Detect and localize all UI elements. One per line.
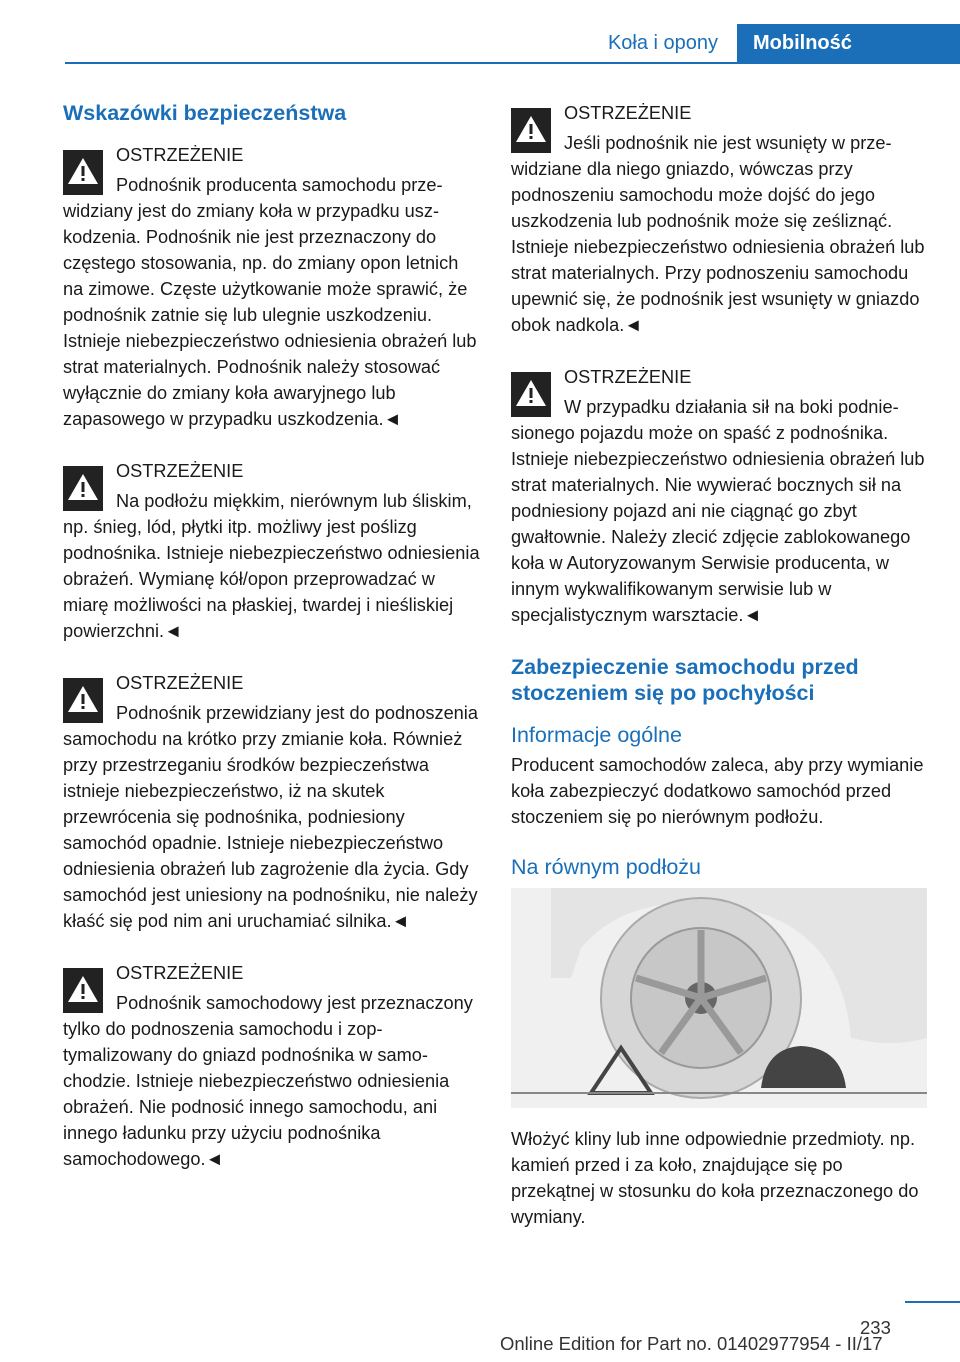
warning-text: Na podłożu miękkim, nierównym lub śliskim, np. śnieg, lód, płytki itp. możliwy jest poślizg podnośnika. Istnieje niebezpieczeństwo odniesienia obrażeń. Wymianę kół/opon przeprowadzać w miarę możliwości na płaskiej, twardej i nieśliskiej powierzchni.◄: [63, 491, 480, 641]
header-section-tab: Koła i opony: [607, 31, 719, 54]
warning-text: Podnośnik samochodowy jest przeznaczony tylko do podnoszenia samochodu i zoptymalizowany do gniazd podnośnika w samochodzie. Istnieje niebezpieczeństwo odniesienia obrażeń. Nie podnosić innego samochodu, ani innego ładunku przy użyciu podnośnika samochodowego.◄: [63, 993, 473, 1169]
warning-icon: [63, 466, 103, 511]
warning-block: [63, 142, 481, 432]
warning-label: OSTRZEŻENIE: [116, 963, 244, 983]
wheel-chock-illustration: [511, 888, 927, 1108]
safety-title: Wskazówki bezpieczeństwa: [63, 101, 347, 125]
page-number: 233: [860, 1317, 891, 1338]
left-column: [63, 100, 481, 1198]
chock-caption: Włożyć kliny lub inne odpowiednie przedmioty. np. kamień przed i za koło, znajdujące się po przekątnej w stosunku do koła przeznaczonego do wymiany.: [511, 1129, 919, 1227]
header-rule: [65, 62, 960, 64]
warning-icon: [511, 108, 551, 153]
warning-text: Podnośnik przewidziany jest do podnoszenia samochodu na krótko przy zmianie koła. Również przy przestrzeganiu środków bezpieczeństwa istnieje niebezpieczeństwo, iż na skutek przewrócenia się podnośnika, podniesiony samochód opadnie. Istnieje niebezpieczeństwo odniesienia obrażeń lub zagrożenie dla życia. Gdy samochód jest uniesiony na podnośniku, nie należy kłaść się pod nim ani uruchamiać silnika.◄: [63, 703, 478, 931]
warning-icon: [63, 678, 103, 723]
warning-block: [63, 458, 481, 644]
warning-text: W przypadku działania sił na boki podniesionego pojazdu może on spaść z podnośnika. Istnieje niebezpieczeństwo odniesienia obrażeń lub strat materialnych. Nie wywierać bocznych sił na podniesiony pojazd ani nie ciągnąć go zbyt gwałtownie. Należy zlecić zdjęcie zablokowanego koła w Autoryzowanym Serwisie producenta, w innym wykwalifikowanym serwisie lub w specjalistycznym warsztacie.◄: [511, 397, 925, 625]
warning-icon: [511, 372, 551, 417]
warning-icon: [63, 150, 103, 195]
warning-label: OSTRZEŻENIE: [116, 461, 244, 481]
warning-label: OSTRZEŻENIE: [116, 673, 244, 693]
warning-text: Jeśli podnośnik nie jest wsunięty w przewidziane dla niego gniazdo, wówczas przy podnoszeniu samochodu może dojść do jego uszkodzenia lub podnośnik może się ześliznąć. Istnieje niebezpieczeństwo odniesienia obrażeń lub strat materialnych. Przy podnoszeniu samochodu upewnić się, że podnośnik jest wsunięty w gniazdo obok nadkola.◄: [511, 133, 925, 335]
warning-label: OSTRZEŻENIE: [116, 145, 244, 165]
right-column: [511, 100, 929, 1254]
warning-label: OSTRZEŻENIE: [564, 103, 692, 123]
general-info-heading: Informacje ogólne: [511, 723, 682, 747]
warning-text: Podnośnik producenta samochodu przewidziany jest do zmiany koła w przypadku uszkodzenia. Podnośnik nie jest przeznaczony do częstego stosowania, np. do zmiany opon letnich na zimowe. Częste użytkowanie może sprawić, że podnośnik zatnie się lub ulegnie uszkodzeniu. Istnieje niebezpieczeństwo odniesienia obrażeń lub strat materialnych. Podnośnik należy stosować wyłącznie do zmiany koła awaryjnego lub zapasowego w przypadku uszkodzenia.◄: [63, 175, 477, 429]
warning-icon: [63, 968, 103, 1013]
edition-footer: Online Edition for Part no. 01402977954 - II/17: [500, 1333, 883, 1354]
warning-block: [63, 960, 481, 1172]
warning-block: [511, 100, 929, 338]
footer-rule: [905, 1301, 960, 1303]
warning-block: [511, 364, 929, 628]
warning-block: [63, 670, 481, 934]
general-info-text: Producent samochodów zaleca, aby przy wymianie koła zabezpieczyć dodatkowo samochód przed stoczeniem się po nierównym podłożu.: [511, 755, 924, 827]
rollaway-section-title: Zabezpieczenie samochodu przed stoczeniem się po pochyłości: [511, 655, 859, 705]
level-ground-heading: Na równym podłożu: [511, 855, 702, 879]
header-chapter-tab: Mobilność: [737, 24, 960, 62]
warning-label: OSTRZEŻENIE: [564, 367, 692, 387]
